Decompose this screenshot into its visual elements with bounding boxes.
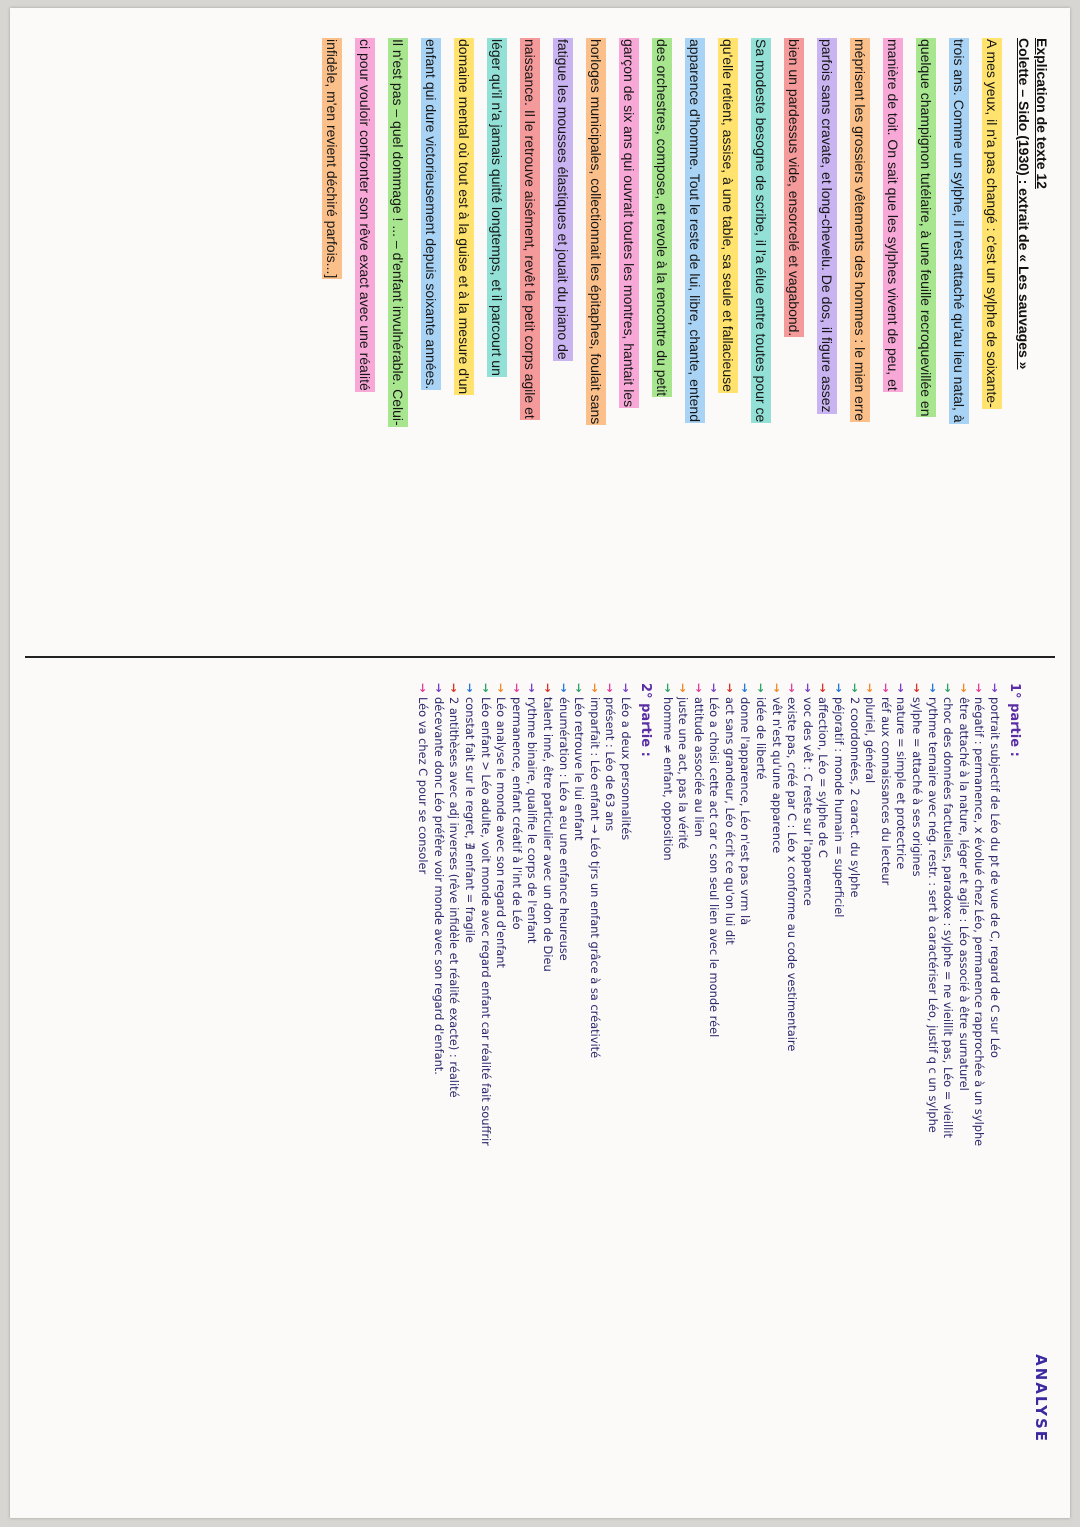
note-text: Léo retrouve le lui enfant	[572, 697, 587, 841]
note-text: portrait subjectif de Léo du pt de vue de C, regard de C sur Léo	[988, 697, 1002, 1058]
note-line	[815, 683, 831, 1503]
note-text: talent inné, être particulier avec un don de Dieu	[540, 697, 555, 972]
note-line	[955, 683, 971, 1503]
note-text: décevante donc Léo préfère voir monde avec son regard d'enfant.	[431, 697, 446, 1075]
arrow-icon: →	[956, 683, 971, 693]
note-text: existe pas, créé par C : Léo x conforme au code vestimentaire	[785, 697, 800, 1052]
extract-lines	[315, 38, 1008, 638]
extract-line	[612, 38, 645, 638]
arrow-icon: →	[816, 683, 831, 693]
note-line	[862, 683, 878, 1503]
note-line	[493, 683, 509, 1503]
extract-line	[975, 38, 1008, 638]
arrow-icon: →	[722, 683, 737, 693]
extract-line	[645, 38, 678, 638]
note-text: homme ≠ enfant, opposition	[660, 697, 675, 861]
arrow-icon: →	[832, 683, 847, 693]
arrow-icon: →	[878, 683, 893, 693]
extract-line	[513, 38, 546, 638]
highlighted-text: des orchestres, compose, et revole à la rencontre du petit	[654, 39, 670, 397]
extract-line	[711, 38, 744, 638]
note-text: 2 coordonnées, 2 caract. du sylphe	[847, 697, 862, 898]
arrow-icon: →	[754, 683, 769, 693]
highlighted-text: A mes yeux, il n'a pas changé : c'est un sylphe de soixante-	[984, 39, 1000, 408]
note-text: constat fait sur le regret, ∄ enfant = fragile	[463, 697, 477, 943]
note-text: présent : Léo de 63 ans	[603, 697, 618, 832]
arrow-icon: →	[416, 683, 431, 693]
note-line	[586, 683, 602, 1503]
arrow-icon: →	[431, 683, 446, 693]
arrow-icon: →	[800, 683, 815, 693]
extract-line	[909, 38, 942, 638]
note-text: choc des données factuelles, paradoxe : sylphe = ne vieillit pas, Léo = vieillit	[941, 697, 956, 1138]
arrow-icon: →	[509, 683, 524, 693]
extract-line	[414, 38, 447, 638]
extract-line	[810, 38, 843, 638]
extract-line	[315, 38, 348, 638]
note-line	[675, 683, 691, 1503]
rotated-sheet	[10, 8, 1070, 1518]
note-text: Léo enfant > Léo adulte, voit monde avec regard enfant car réalité fait souffrir	[478, 697, 493, 1146]
extract-line	[678, 38, 711, 638]
note-text: Léo va chez C pour se consoler	[416, 697, 431, 875]
highlighted-text: qu'elle retient, assise, à une table, sa seule et fallacieuse	[720, 39, 736, 392]
arrow-icon: →	[863, 683, 878, 693]
note-text: négatif : permanence, x évolué chez Léo, permanence rapprochée à un sylphe	[972, 697, 987, 1147]
note-text: affection, Léo = sylphe de C	[816, 697, 831, 858]
note-line	[940, 683, 956, 1503]
note-line	[721, 683, 737, 1503]
arrow-icon: →	[463, 683, 477, 693]
arrow-icon: →	[447, 683, 462, 693]
note-text: Léo a deux personnalités	[618, 697, 633, 841]
note-text: énumération : Léo a eu une enfance heureuse	[556, 697, 571, 961]
note-line	[877, 683, 893, 1503]
highlighted-text: Il n'est pas – quel dommage ! ... – d'enfant invulnérable. Celui-	[390, 39, 406, 426]
note-line	[508, 683, 524, 1503]
extract-line	[546, 38, 579, 638]
note-line	[555, 683, 571, 1503]
page-subtitle: Colette – Sido (1930) : extrait de « Les sauvages »	[1016, 38, 1032, 370]
highlighted-text: trois ans. Comme un sylphe, il n'est attaché qu'au lieu natal, à	[951, 39, 967, 423]
notebook-page	[10, 8, 1070, 1518]
arrow-icon: →	[556, 683, 571, 693]
note-line	[602, 683, 618, 1503]
note-line	[893, 683, 909, 1503]
part2-notes	[415, 683, 633, 1503]
note-line	[986, 683, 1002, 1503]
extract-line	[447, 38, 480, 638]
arrow-icon: →	[618, 683, 633, 693]
arrow-icon: →	[894, 683, 909, 693]
note-line	[461, 683, 477, 1503]
part1-notes	[659, 683, 1002, 1503]
note-line	[768, 683, 784, 1503]
note-text: réf aux connaissances du lecteur	[878, 697, 893, 886]
arrow-icon: →	[925, 683, 940, 693]
note-text: être attaché à la nature, léger et agile : Léo associé à être surnaturel	[956, 697, 971, 1091]
arrow-icon: →	[676, 683, 691, 693]
text-extract	[50, 38, 1050, 638]
highlighted-text: apparence d'homme. Tout le reste de lui, libre, chante, entend	[687, 39, 703, 422]
analysis-heading: ANALYSE	[1032, 1354, 1050, 1443]
arrow-icon: →	[540, 683, 555, 693]
highlighted-text: domaine mental où tout est à la guise et à la mesure d'un	[456, 39, 472, 395]
highlighted-text: infidèle, m'en revient déchiré parfois...]	[324, 39, 340, 279]
arrow-icon: →	[478, 683, 493, 693]
highlighted-text: manière de toit. On sait que les sylphes vivent de peu, et	[885, 39, 901, 391]
extract-line	[381, 38, 414, 638]
note-line	[430, 683, 446, 1503]
note-line	[446, 683, 462, 1503]
note-text: act sans grandeur, Léo écrit ce qu'on lui dit	[722, 697, 737, 945]
column-divider	[25, 656, 1055, 658]
arrow-icon: →	[494, 683, 509, 693]
highlighted-text: léger qu'il n'a jamais quitté longtemps, et il parcourt un	[489, 39, 505, 376]
part2-title: 2° partie :	[637, 683, 653, 757]
note-line	[706, 683, 722, 1503]
note-line	[924, 683, 940, 1503]
extract-line	[348, 38, 381, 638]
highlighted-text: bien un pardessus vide, ensorcelé et vagabond.	[786, 39, 802, 337]
highlighted-text: garçon de six ans qui ouvrait toutes les montres, hantait les	[621, 39, 637, 408]
arrow-icon: →	[587, 683, 602, 693]
note-line	[477, 683, 493, 1503]
arrow-icon: →	[660, 683, 675, 693]
extract-line	[777, 38, 810, 638]
highlighted-text: parfois sans cravate, et long-chevelu. De dos, il figure assez	[819, 39, 835, 413]
arrow-icon: →	[738, 683, 753, 693]
note-text: permanence, enfant créatif à l'int de Léo	[509, 697, 524, 930]
note-text: juste une act, pas la vérité	[676, 697, 691, 850]
analysis-column	[50, 683, 1050, 1503]
note-line	[971, 683, 987, 1503]
extract-line	[744, 38, 777, 638]
highlighted-text: ci pour vouloir confronter son rêve exact avec une réalité	[357, 39, 373, 391]
extract-line	[579, 38, 612, 638]
note-text: 2 antithèses avec adj inverses (rêve infidèle et réalité exacte) : réalité	[447, 697, 462, 1098]
note-line	[753, 683, 769, 1503]
arrow-icon: →	[847, 683, 862, 693]
note-text: vêt n'est qu'une apparence	[769, 697, 784, 854]
highlighted-text: méprisent les grossiers vêtements des hommes : le mien erre	[852, 39, 868, 422]
note-text: nature = simple et protectrice	[894, 697, 909, 870]
note-line	[690, 683, 706, 1503]
page-title: Explication de texte 12	[1034, 38, 1050, 189]
highlighted-text: quelque champignon tutélaire, à une feuille recroquevillée en	[918, 39, 934, 417]
note-text: sylphe = attaché à ses origines	[910, 697, 925, 877]
arrow-icon: →	[707, 683, 722, 693]
note-text: donne l'apparence, Léo n'est pas vrm là	[738, 697, 753, 926]
note-text: rythme binaire, qualifie le corps de l'enfant	[525, 697, 540, 944]
note-text: rythme ternaire avec nég. restr. : sert à caractériser Léo, justif q c un sylphe	[925, 697, 940, 1133]
note-text: attitude associée au lien	[691, 697, 706, 837]
extract-line	[876, 38, 909, 638]
highlighted-text: fatigue les mousses élastiques et jouait du piano de	[555, 39, 571, 360]
note-text: voc des vêt : C reste sur l'apparence	[800, 697, 815, 906]
note-text: imparfait : Léo enfant → Léo tjrs un enfant grâce à sa créativité	[587, 697, 602, 1059]
note-text: Léo analyse le monde avec son regard d'enfant	[494, 697, 509, 968]
arrow-icon: →	[785, 683, 800, 693]
arrow-icon: →	[941, 683, 956, 693]
note-text: pluriel, général	[863, 697, 878, 784]
note-line	[846, 683, 862, 1503]
arrow-icon: →	[972, 683, 987, 693]
note-line	[737, 683, 753, 1503]
note-line	[571, 683, 587, 1503]
highlighted-text: enfant qui dure victorieusement depuis soixante années.	[423, 39, 439, 390]
note-line	[415, 683, 431, 1503]
arrow-icon: →	[769, 683, 784, 693]
note-line	[524, 683, 540, 1503]
note-line	[617, 683, 633, 1503]
arrow-icon: →	[572, 683, 587, 693]
note-line	[539, 683, 555, 1503]
highlighted-text: horloges municipales, collectionnait les épitaphes, foulait sans	[588, 39, 604, 425]
extract-line	[942, 38, 975, 638]
note-line	[659, 683, 675, 1503]
arrow-icon: →	[603, 683, 618, 693]
note-line	[799, 683, 815, 1503]
note-line	[830, 683, 846, 1503]
note-line	[908, 683, 924, 1503]
arrow-icon: →	[691, 683, 706, 693]
part1-title: 1° partie :	[1007, 683, 1022, 757]
highlighted-text: Sa modeste besogne de scribe, il l'a élue entre toutes pour ce	[753, 39, 769, 423]
extract-line	[480, 38, 513, 638]
note-text: péjoratif : monde humain = superficiel	[832, 697, 847, 918]
note-text: Léo a choisi cette act car c son seul lien avec le monde réel	[707, 697, 722, 1038]
arrow-icon: →	[910, 683, 925, 693]
note-text: idée de liberté	[754, 697, 769, 780]
extract-line	[843, 38, 876, 638]
highlighted-text: naissance. Il le retrouve aisément, revêt le petit corps agile et	[522, 39, 538, 419]
note-line	[784, 683, 800, 1503]
arrow-icon: →	[525, 683, 540, 693]
arrow-icon: →	[988, 683, 1002, 693]
